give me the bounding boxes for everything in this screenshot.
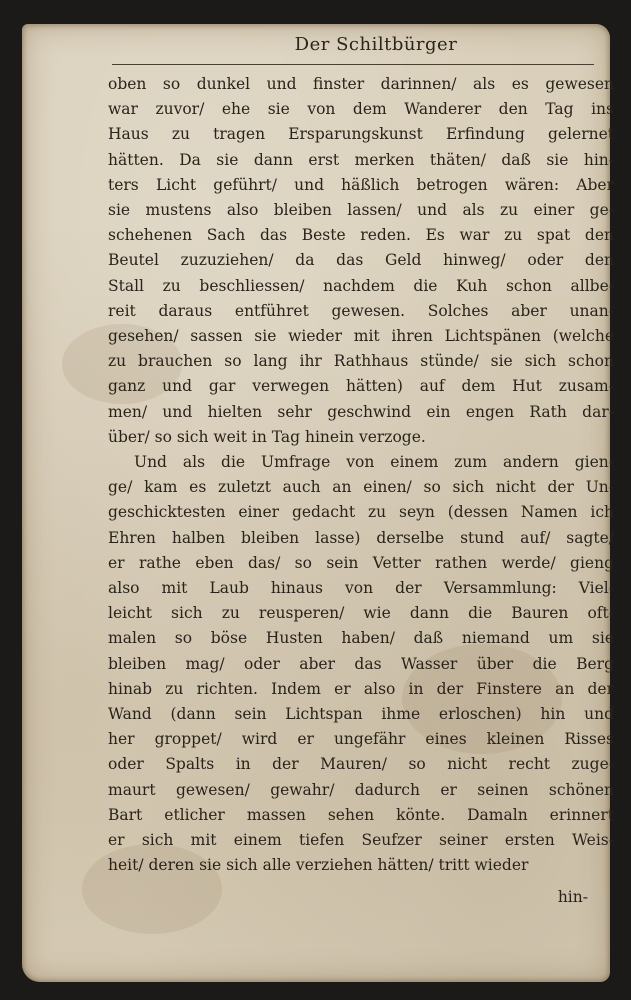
- book-page: [22, 24, 614, 982]
- text-line: her groppet/ wird er ungefähr eines kleinen Risses: [108, 730, 614, 749]
- text-line: reit daraus entführet gewesen. Solches aber unan-: [108, 301, 614, 320]
- text-line: heit/ deren sie sich alle verziehen hätten/ tritt wieder: [108, 856, 529, 875]
- text-line: maurt gewesen/ gewahr/ dadurch er seinen schönen: [108, 780, 614, 799]
- text-line: bleiben mag/ oder aber das Wasser über die Berg: [108, 654, 614, 673]
- text-line: über/ so sich weit in Tag hinein verzoge.: [108, 427, 426, 446]
- text-line: oben so dunkel und finster darinnen/ als es gewesen: [108, 75, 614, 93]
- text-line: ganz und gar verwegen hätten) auf dem Hut zusam-: [108, 377, 614, 396]
- text-line: Ehren halben bleiben lasse) derselbe stund auf/ sagte/: [108, 528, 614, 547]
- text-line: hinab zu richten. Indem er also in der Finstere an der: [108, 679, 614, 698]
- text-line: gesehen/ sassen sie wieder mit ihren Lichtspänen (welche: [108, 327, 614, 346]
- text-line: Beutel zuzuziehen/ da das Geld hinweg/ oder den: [108, 251, 614, 270]
- text-line: oder Spalts in der Mauren/ so nicht recht zuge-: [108, 755, 614, 774]
- text-line: schehenen Sach das Beste reden. Es war zu spat den: [108, 226, 614, 245]
- text-line: Bart etlicher massen sehen könte. Damaln erinnert: [108, 805, 614, 824]
- text-line: er rathe eben das/ so sein Vetter rathen werde/ gieng: [108, 553, 614, 572]
- text-line: leicht sich zu reusperen/ wie dann die Bauren oft-: [108, 604, 614, 623]
- text-line: malen so böse Husten haben/ daß niemand um sie: [108, 629, 614, 648]
- header-rule: [112, 64, 594, 65]
- running-head: Der Schiltbürger: [294, 34, 458, 55]
- text-line: men/ und hielten sehr geschwind ein engen Rath dar-: [108, 402, 614, 421]
- text-line: Und als die Umfrage von einem zum andern gien-: [134, 453, 614, 472]
- text-line: geschicktesten einer gedacht zu seyn (dessen Namen ich: [108, 503, 614, 522]
- catchword: hin-: [557, 888, 588, 906]
- body-text: [108, 72, 614, 879]
- text-line: er sich mit einem tiefen Seufzer seiner ersten Weis-: [108, 831, 614, 850]
- text-line: also mit Laub hinaus von der Versammlung: Viel-: [108, 579, 614, 598]
- text-line: war zuvor/ ehe sie von dem Wanderer den Tag ins: [108, 100, 614, 119]
- text-line: Haus zu tragen Ersparungskunst Erfindung gelernet: [108, 125, 614, 144]
- text-line: ge/ kam es zuletzt auch an einen/ so sich nicht der Un-: [108, 478, 614, 497]
- text-line: zu brauchen so lang ihr Rathhaus stünde/ sie sich schon: [108, 352, 614, 371]
- text-line: hätten. Da sie dann erst merken thäten/ daß sie hin-: [108, 150, 614, 169]
- text-line: sie mustens also bleiben lassen/ und als zu einer ge-: [108, 201, 614, 220]
- text-line: Stall zu beschliessen/ nachdem die Kuh schon allbe-: [108, 276, 614, 295]
- text-line: ters Licht geführt/ und häßlich betrogen wären: Aber: [108, 175, 614, 194]
- text-line: Wand (dann sein Lichtspan ihme erloschen) hin und: [108, 705, 614, 724]
